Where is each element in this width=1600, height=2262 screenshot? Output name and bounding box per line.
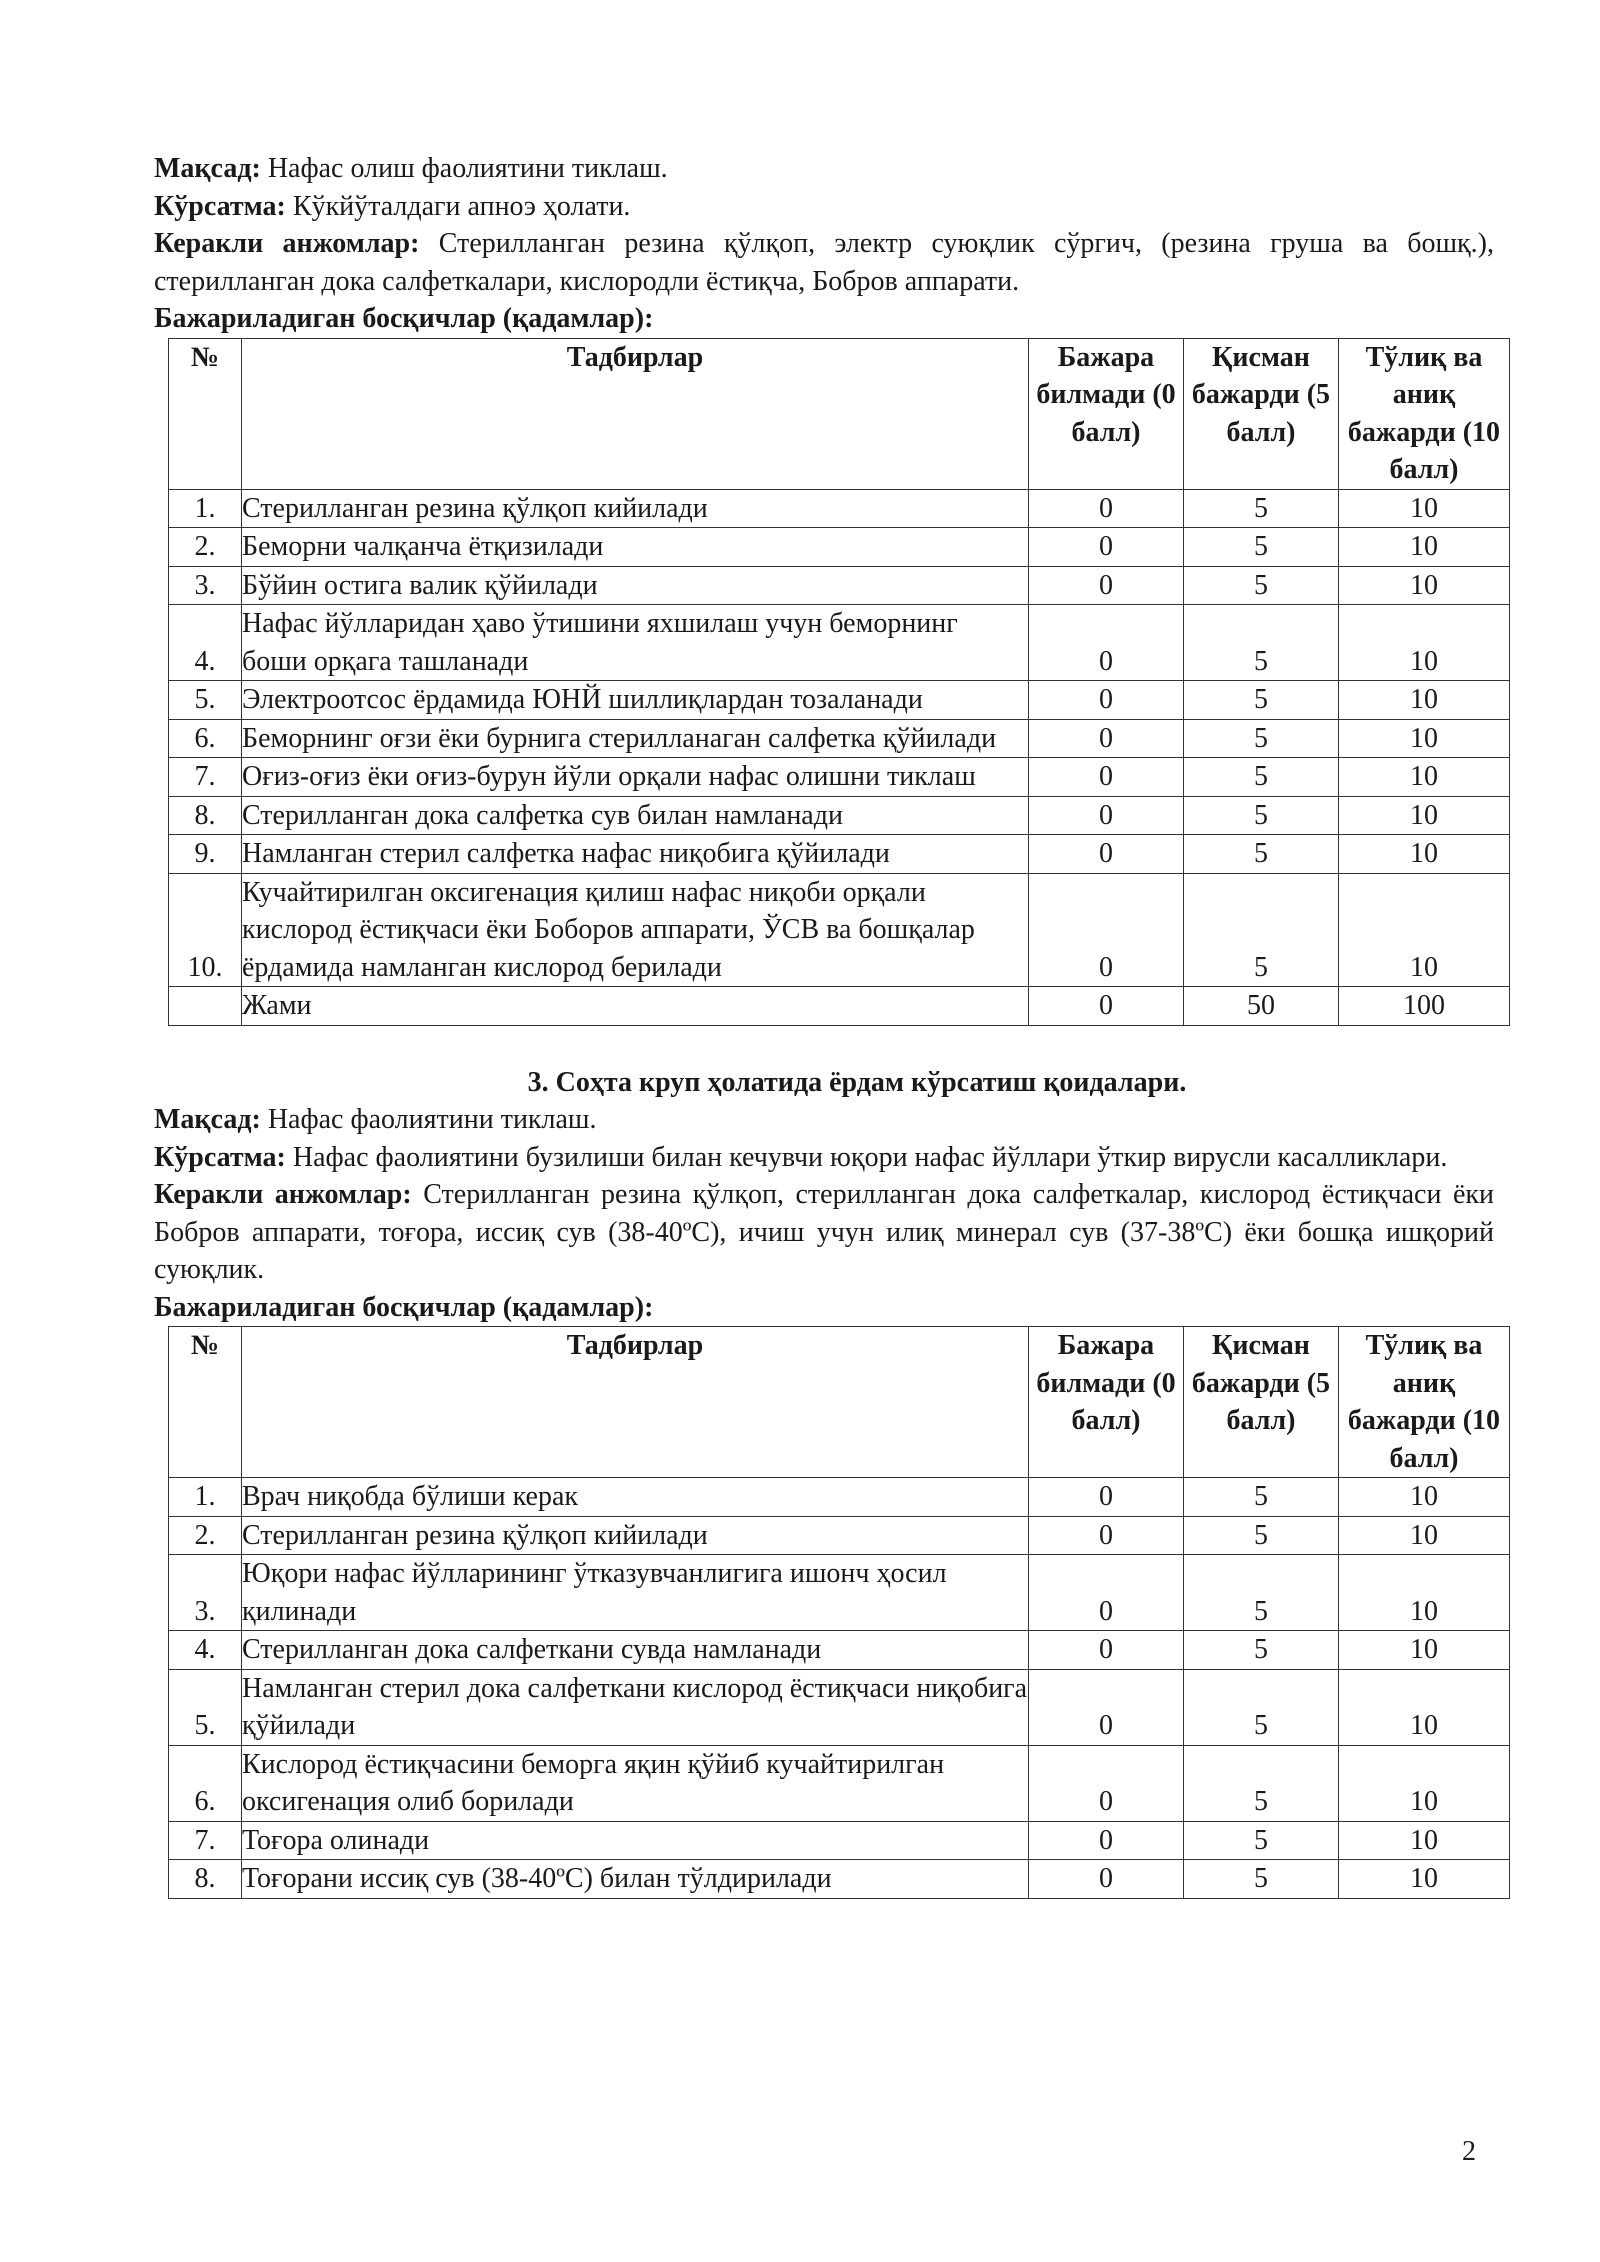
section-heading: 3. Соҳта круп ҳолатида ёрдам кўрсатиш қоидалари. — [527, 1066, 1187, 1098]
table-row — [169, 528, 1510, 567]
row-score-a: 0 — [1029, 1821, 1184, 1860]
total-score-c: 100 — [1339, 987, 1510, 1026]
row-number: 7. — [169, 1821, 242, 1860]
row-number: 3. — [169, 1555, 242, 1631]
row-score-c: 10 — [1339, 1555, 1510, 1631]
row-score-b: 5 — [1184, 1669, 1339, 1745]
table-row — [169, 796, 1510, 835]
row-score-a: 0 — [1029, 605, 1184, 681]
row-score-a: 0 — [1029, 1631, 1184, 1670]
row-activity: Тоғорани иссиқ сув (38-40ºС) билан тўлдирилади — [242, 1860, 1029, 1899]
row-activity: Беморнинг оғзи ёки бурнига стерилланаган салфетка қўйилади — [242, 719, 1029, 758]
indication-line-2 — [154, 1139, 1494, 1177]
goal-line-2 — [154, 1101, 1494, 1139]
row-activity: Стерилланган дока салфеткани сувда намланади — [242, 1631, 1029, 1670]
row-activity: Намланган стерил дока салфеткани кислород ёстиқчаси ниқобига қўйилади — [242, 1669, 1029, 1745]
goal-label: Мақсад: — [154, 1104, 261, 1135]
table-row — [169, 1631, 1510, 1670]
table-body — [169, 489, 1510, 1025]
row-activity: Намланган стерил салфетка нафас ниқобига қўйилади — [242, 835, 1029, 874]
header-no: № — [169, 338, 242, 489]
table-row — [169, 1821, 1510, 1860]
total-number — [169, 987, 242, 1026]
row-number: 8. — [169, 796, 242, 835]
row-score-a: 0 — [1029, 1516, 1184, 1555]
header-col-a: Бажара билмади (0 балл) — [1029, 338, 1184, 489]
row-score-c: 10 — [1339, 873, 1510, 987]
tools-line-1 — [154, 225, 1494, 300]
row-number: 2. — [169, 528, 242, 567]
header-col-b: Қисман бажарди (5 балл) — [1184, 1327, 1339, 1478]
row-score-c: 10 — [1339, 719, 1510, 758]
row-score-c: 10 — [1339, 1516, 1510, 1555]
row-number: 7. — [169, 758, 242, 797]
table-row — [169, 873, 1510, 987]
header-activity: Тадбирлар — [242, 338, 1029, 489]
header-col-a: Бажара билмади (0 балл) — [1029, 1327, 1184, 1478]
indication-line-1 — [154, 188, 1494, 226]
total-label: Жами — [242, 987, 1029, 1026]
row-number: 1. — [169, 489, 242, 528]
table-row — [169, 1516, 1510, 1555]
table-row — [169, 489, 1510, 528]
goal-text: Нафас олиш фаолиятини тиклаш. — [267, 153, 668, 184]
table-row — [169, 719, 1510, 758]
row-activity: Тоғора олинади — [242, 1821, 1029, 1860]
header-col-c: Тўлиқ ва аниқ бажарди (10 балл) — [1339, 1327, 1510, 1478]
row-score-b: 5 — [1184, 796, 1339, 835]
row-score-c: 10 — [1339, 528, 1510, 567]
indication-text: Кўкйўталдаги апноэ ҳолати. — [292, 190, 631, 222]
row-score-b: 5 — [1184, 566, 1339, 605]
row-number: 9. — [169, 835, 242, 874]
row-score-c: 10 — [1339, 566, 1510, 605]
row-activity: Бўйин остига валик қўйилади — [242, 566, 1029, 605]
table-row — [169, 1860, 1510, 1899]
row-number: 8. — [169, 1860, 242, 1899]
row-score-b: 5 — [1184, 1860, 1339, 1899]
table-row — [169, 566, 1510, 605]
row-number: 6. — [169, 1745, 242, 1821]
table-body — [169, 1478, 1510, 1899]
row-score-c: 10 — [1339, 1478, 1510, 1517]
row-score-c: 10 — [1339, 489, 1510, 528]
goal-text: Нафас фаолиятини тиклаш. — [267, 1104, 597, 1135]
row-score-c: 10 — [1339, 1860, 1510, 1899]
header-activity: Тадбирлар — [242, 1327, 1029, 1478]
goal-line-1 — [154, 150, 1494, 188]
row-number: 5. — [169, 681, 242, 720]
row-activity: Кучайтирилган оксигенация қилиш нафас ниқоби орқали кислород ёстиқчаси ёки Боборов аппарати, ЎСВ ва бошқалар ёрдамида намланган кислород берилади — [242, 873, 1029, 987]
row-activity: Нафас йўлларидан ҳаво ўтишини яхшилаш учун беморнинг боши орқага ташланади — [242, 605, 1029, 681]
row-score-a: 0 — [1029, 566, 1184, 605]
row-score-b: 5 — [1184, 1745, 1339, 1821]
row-score-c: 10 — [1339, 758, 1510, 797]
row-activity: Кислород ёстиқчасини беморга яқин қўйиб кучайтирилган оксигенация олиб борилади — [242, 1745, 1029, 1821]
row-activity: Стерилланган резина қўлқоп кийилади — [242, 489, 1029, 528]
row-score-a: 0 — [1029, 835, 1184, 874]
row-number: 4. — [169, 605, 242, 681]
indication-label: Кўрсатма: — [154, 1141, 286, 1173]
row-score-a: 0 — [1029, 681, 1184, 720]
tools-text: Стерилланган резина қўлқоп, стерилланган дока салфеткалар, кислород ёстиқчаси ёки Бобров аппарати, тоғора, иссиқ сув (38-40ºС), ичиш учун илиқ минерал сув (37-38ºС) ёки бошқа ишқорий суюқлик. — [154, 1179, 1494, 1285]
steps-title-1: Бажариладиган босқичлар (қадамлар): — [154, 303, 654, 334]
indication-text: Нафас фаолиятини бузилиши билан кечувчи юқори нафас йўллари ўткир вирусли касалликлари. — [292, 1141, 1448, 1173]
row-score-c: 10 — [1339, 1745, 1510, 1821]
row-score-c: 10 — [1339, 1669, 1510, 1745]
table-row — [169, 1478, 1510, 1517]
header-col-b: Қисман бажарди (5 балл) — [1184, 338, 1339, 489]
table-header-row — [169, 1327, 1510, 1478]
tools-label: Керакли анжомлар: — [154, 228, 420, 259]
steps-table-2 — [168, 1326, 1510, 1899]
steps-title-2: Бажариладиган босқичлар (қадамлар): — [154, 1291, 654, 1323]
table-row — [169, 1555, 1510, 1631]
row-score-a: 0 — [1029, 758, 1184, 797]
row-score-b: 5 — [1184, 489, 1339, 528]
row-number: 6. — [169, 719, 242, 758]
table-header-row — [169, 338, 1510, 489]
row-score-a: 0 — [1029, 1555, 1184, 1631]
total-score-a: 0 — [1029, 987, 1184, 1026]
header-col-c: Тўлиқ ва аниқ бажарди (10 балл) — [1339, 338, 1510, 489]
row-score-a: 0 — [1029, 1478, 1184, 1517]
goal-label: Мақсад: — [154, 153, 261, 184]
row-activity: Юқори нафас йўлларининг ўтказувчанлигига ишонч ҳосил қилинади — [242, 1555, 1029, 1631]
row-score-a: 0 — [1029, 1745, 1184, 1821]
table-row — [169, 1745, 1510, 1821]
row-score-a: 0 — [1029, 719, 1184, 758]
steps-table-1 — [168, 338, 1510, 1026]
row-score-a: 0 — [1029, 796, 1184, 835]
row-score-b: 5 — [1184, 1516, 1339, 1555]
row-score-b: 5 — [1184, 758, 1339, 797]
total-score-b: 50 — [1184, 987, 1339, 1026]
table-row — [169, 1669, 1510, 1745]
tools-line-2 — [154, 1176, 1494, 1289]
row-score-b: 5 — [1184, 681, 1339, 720]
tools-text: Стерилланган резина қўлқоп, электр суюқлик сўргич, (резина груша ва бошқ.), стерилланган дока салфеткалари, кислородли ёстиқча, Бобров аппарати. — [154, 228, 1494, 297]
table-row — [169, 758, 1510, 797]
row-activity: Стерилланган резина қўлқоп кийилади — [242, 1516, 1029, 1555]
row-score-b: 5 — [1184, 1631, 1339, 1670]
header-no: № — [169, 1327, 242, 1478]
row-activity: Стерилланган дока салфетка сув билан намланади — [242, 796, 1029, 835]
row-activity: Беморни чалқанча ётқизилади — [242, 528, 1029, 567]
indication-label: Кўрсатма: — [154, 190, 286, 222]
row-number: 3. — [169, 566, 242, 605]
row-number: 5. — [169, 1669, 242, 1745]
row-score-c: 10 — [1339, 605, 1510, 681]
row-score-b: 5 — [1184, 1821, 1339, 1860]
row-number: 10. — [169, 873, 242, 987]
row-score-a: 0 — [1029, 1860, 1184, 1899]
table-row — [169, 681, 1510, 720]
row-number: 2. — [169, 1516, 242, 1555]
row-score-b: 5 — [1184, 719, 1339, 758]
row-score-b: 5 — [1184, 835, 1339, 874]
row-score-c: 10 — [1339, 835, 1510, 874]
tools-label: Керакли анжомлар: — [154, 1179, 412, 1210]
row-score-b: 5 — [1184, 1478, 1339, 1517]
row-number: 4. — [169, 1631, 242, 1670]
table-row — [169, 835, 1510, 874]
row-score-b: 5 — [1184, 1555, 1339, 1631]
table-total-row — [169, 987, 1510, 1026]
table-row — [169, 605, 1510, 681]
row-score-b: 5 — [1184, 605, 1339, 681]
row-score-a: 0 — [1029, 489, 1184, 528]
row-activity: Электроотсос ёрдамида ЮНЙ шиллиқлардан тозаланади — [242, 681, 1029, 720]
document-page — [154, 150, 1501, 1899]
row-score-a: 0 — [1029, 873, 1184, 987]
page-number: 2 — [1462, 2136, 1476, 2167]
row-score-c: 10 — [1339, 1821, 1510, 1860]
row-score-a: 0 — [1029, 1669, 1184, 1745]
row-activity: Врач ниқобда бўлиши керак — [242, 1478, 1029, 1517]
row-score-c: 10 — [1339, 681, 1510, 720]
row-score-c: 10 — [1339, 796, 1510, 835]
row-score-b: 5 — [1184, 528, 1339, 567]
row-activity: Оғиз-оғиз ёки оғиз-бурун йўли орқали нафас олишни тиклаш — [242, 758, 1029, 797]
row-score-c: 10 — [1339, 1631, 1510, 1670]
row-number: 1. — [169, 1478, 242, 1517]
row-score-b: 5 — [1184, 873, 1339, 987]
row-score-a: 0 — [1029, 528, 1184, 567]
